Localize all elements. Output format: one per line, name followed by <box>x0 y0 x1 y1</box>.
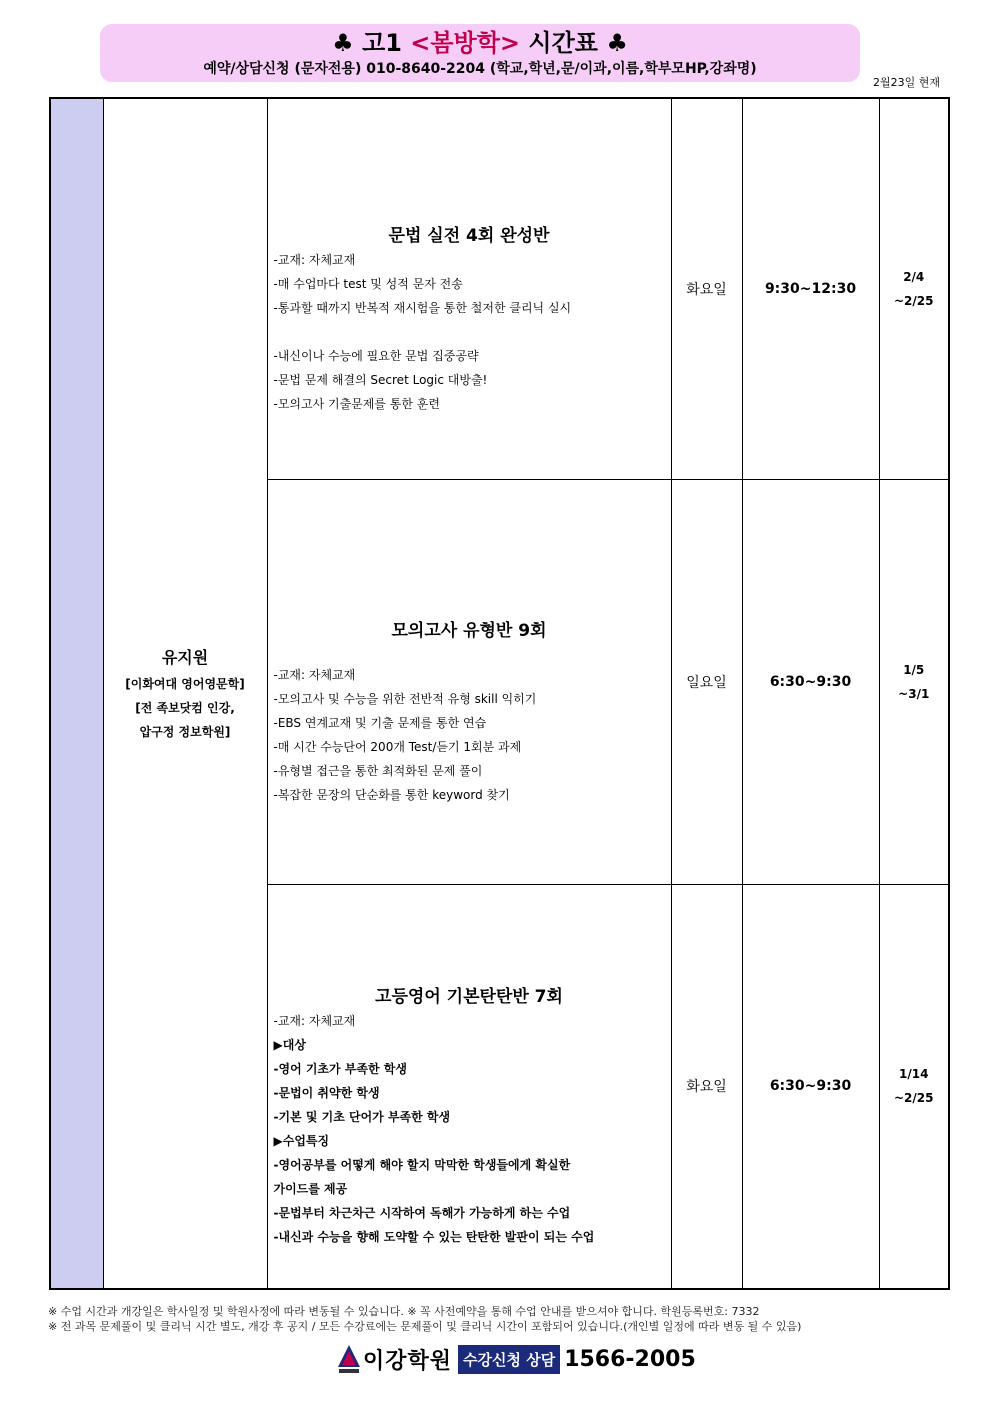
teacher-career-1: [이화여대 영어영문학] <box>125 676 245 691</box>
teacher-name: 유지원 <box>161 647 209 667</box>
side-band <box>50 98 103 1289</box>
course-cell <box>267 98 671 479</box>
course-desc-line: -문법부터 차근차근 시작하여 독해가 가능하게 하는 수업 <box>273 1206 571 1221</box>
course-desc-line: -문법 문제 해결의 Secret Logic 대방출! <box>273 372 488 387</box>
course-period <box>879 884 949 1289</box>
title-term: <봄방학> <box>410 29 521 57</box>
page-title <box>100 24 860 60</box>
period-start: 2/4 <box>903 269 925 284</box>
course-desc-line: -기본 및 기초 단어가 부족한 학생 <box>273 1110 451 1125</box>
course-day: 화요일 <box>671 98 742 479</box>
teacher-cell <box>103 98 267 1289</box>
course-desc-line: -통과할 때까지 반복적 재시험을 통한 철저한 클리닉 실시 <box>273 300 572 315</box>
course-desc-line: -유형별 접근을 통한 최적화된 문제 풀이 <box>273 763 483 778</box>
period-start: 1/5 <box>903 662 925 677</box>
course-desc-line: -내신이나 수능에 필요한 문법 집중공략 <box>273 348 479 363</box>
period-end: ~2/25 <box>894 293 934 308</box>
schedule-table <box>49 97 950 1290</box>
academy-logo <box>337 1342 696 1376</box>
footer-note-2: ※ 전 과목 문제풀이 및 클리닉 시간 별도, 개강 후 공지 / 모든 수강료에는 문제풀이 및 클리닉 시간이 포함되어 있습니다.(개인별 일정에 따라 변동 될 수 있음) <box>48 1320 802 1333</box>
course-desc-line: -매 시간 수능단어 200개 Test/듣기 1회분 과제 <box>273 739 522 754</box>
course-period <box>879 98 949 479</box>
course-desc-line: -교재: 자체교재 <box>273 252 356 267</box>
course-cell <box>267 884 671 1289</box>
course-desc-line: -교재: 자체교재 <box>273 1014 356 1029</box>
course-time: 9:30~12:30 <box>742 98 879 479</box>
course-desc-line: -교재: 자체교재 <box>273 667 356 682</box>
course-desc-line: -EBS 연계교재 및 기출 문제를 통한 연습 <box>273 715 487 730</box>
course-title: 문법 실전 4회 완성반 <box>388 225 550 246</box>
teacher-career-3: 압구정 정보학원] <box>139 724 231 739</box>
course-desc-line: -영어 기초가 부족한 학생 <box>273 1062 407 1077</box>
club-icon-right: ♣ <box>606 29 628 57</box>
period-end: ~3/1 <box>898 686 930 701</box>
course-desc-line: -매 수업마다 test 및 성적 문자 전송 <box>273 276 463 291</box>
academy-phone: 1566-2005 <box>564 1346 696 1372</box>
course-desc-line: -문법이 취약한 학생 <box>273 1086 380 1101</box>
title-grade: 고1 <box>362 29 411 57</box>
teacher-career-2: [전 족보닷컴 인강, <box>135 700 235 715</box>
course-desc-line: 가이드를 제공 <box>273 1182 348 1197</box>
as-of-date: 2월23일 현재 <box>873 76 940 89</box>
course-desc-line: -복잡한 문장의 단순화를 통한 keyword 찾기 <box>273 787 510 802</box>
footer-note-1: ※ 수업 시간과 개강일은 학사일정 및 학원사정에 따라 변동될 수 있습니다. ※ 꼭 사전예약을 통해 수업 안내를 받으셔야 합니다. 학원등록번호: 7332 <box>48 1305 760 1318</box>
course-desc-line: -모의고사 기출문제를 통한 훈련 <box>273 396 440 411</box>
course-day: 일요일 <box>671 479 742 884</box>
course-title: 모의고사 유형반 9회 <box>391 620 547 641</box>
course-desc-line: -내신과 수능을 향해 도약할 수 있는 탄탄한 발판이 되는 수업 <box>273 1230 595 1245</box>
course-title: 고등영어 기본탄탄반 7회 <box>375 987 563 1008</box>
course-desc-line: ▶대상 <box>273 1038 306 1053</box>
table-row <box>50 98 949 479</box>
academy-emblem-icon <box>337 1343 361 1375</box>
footer-notes <box>48 1304 801 1334</box>
period-start: 1/14 <box>899 1067 929 1082</box>
course-day: 화요일 <box>671 884 742 1289</box>
course-desc-line: ▶수업특징 <box>273 1134 330 1149</box>
period-end: ~2/25 <box>894 1091 934 1106</box>
course-time: 6:30~9:30 <box>742 884 879 1289</box>
title-suffix: 시간표 <box>520 29 598 57</box>
enrollment-badge: 수강신청 상담 <box>458 1345 560 1374</box>
club-icon-left: ♣ <box>332 29 354 57</box>
header-banner <box>100 24 860 82</box>
course-desc-line: -모의고사 및 수능을 위한 전반적 유형 skill 익히기 <box>273 691 537 706</box>
course-desc-line: -영어공부를 어떻게 해야 할지 막막한 학생들에게 확실한 <box>273 1158 571 1173</box>
course-period <box>879 479 949 884</box>
academy-name: 이강학원 <box>363 1348 453 1374</box>
course-time: 6:30~9:30 <box>742 479 879 884</box>
course-cell <box>267 479 671 884</box>
contact-line: 예약/상담신청 (문자전용) 010-8640-2204 (학교,학년,문/이과,이름,학부모HP,강좌명) <box>203 61 757 77</box>
